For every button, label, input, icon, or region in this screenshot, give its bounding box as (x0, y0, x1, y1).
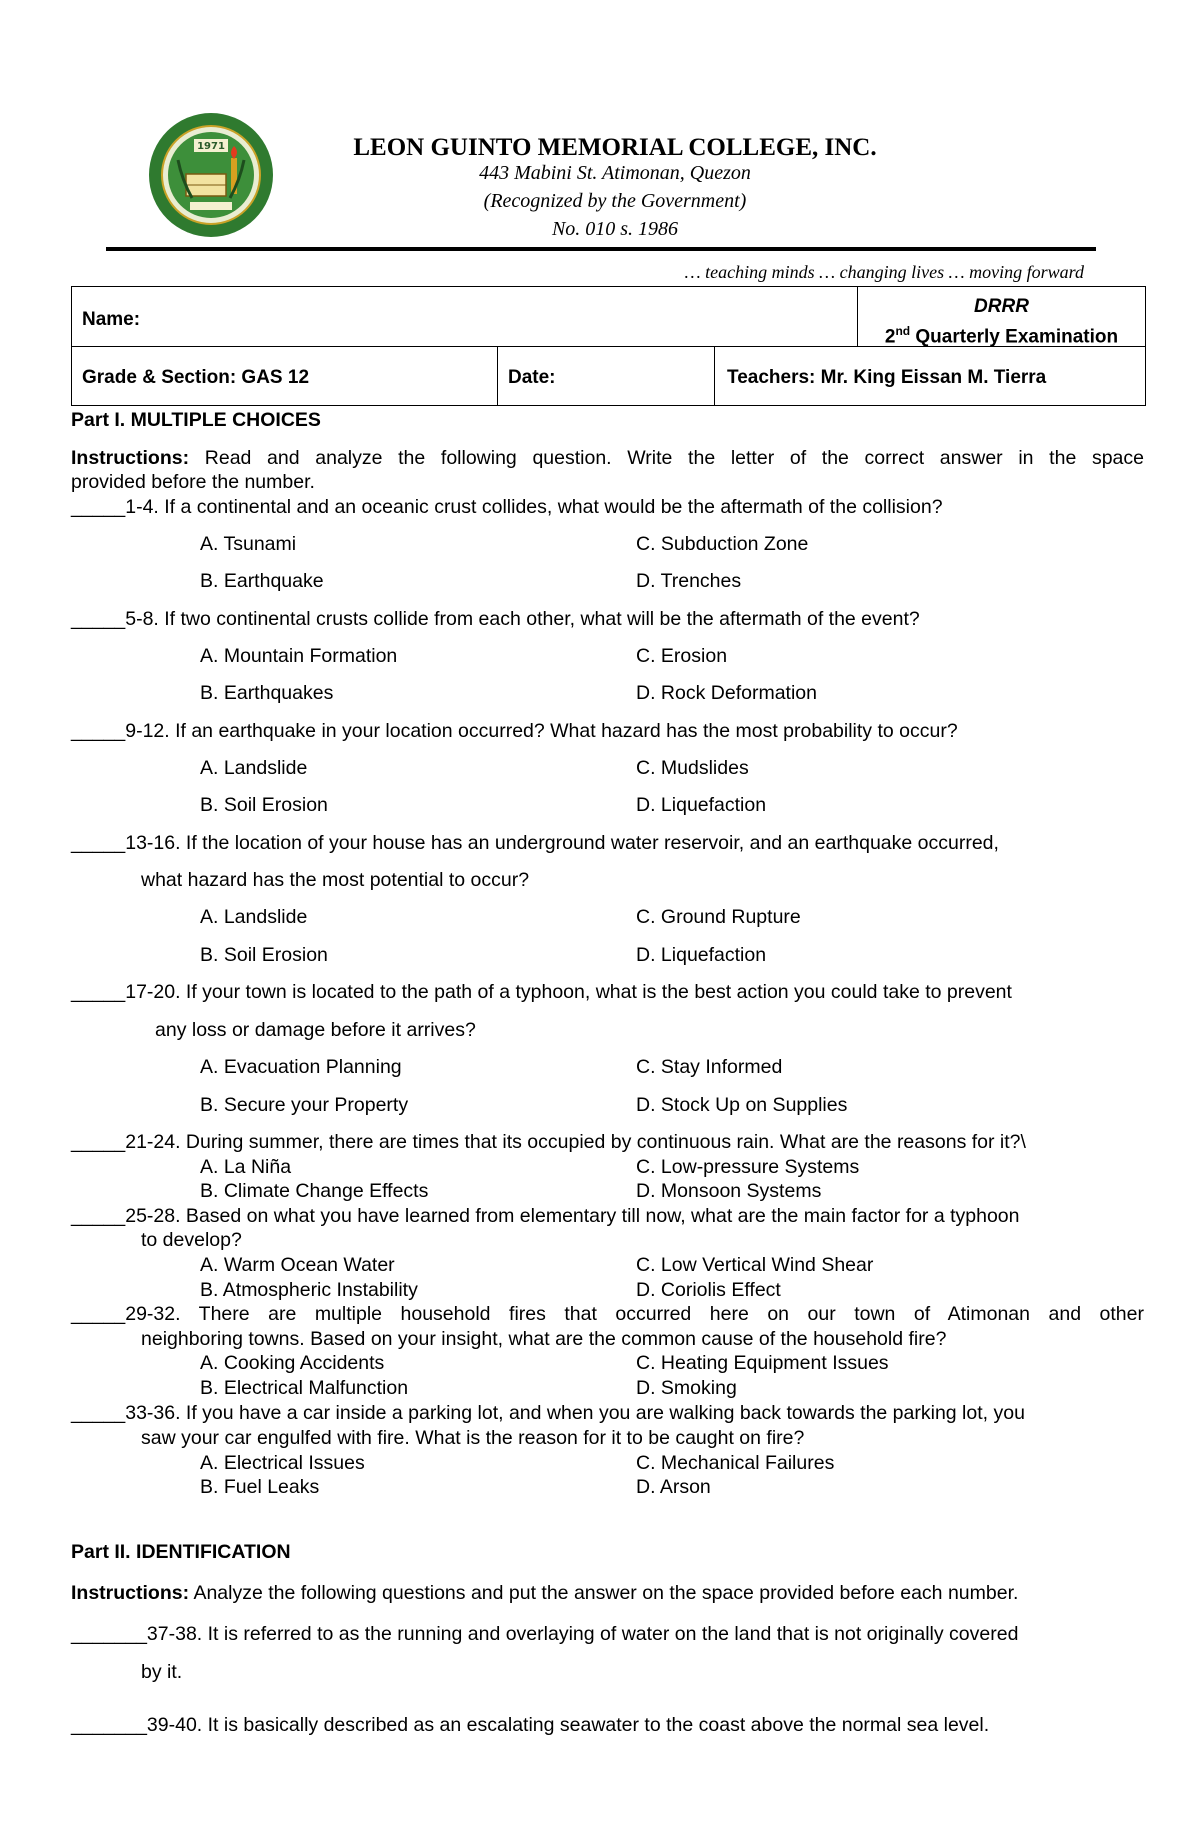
q3-option-a: A. Landslide (200, 757, 308, 779)
q3-option-b: B. Soil Erosion (200, 794, 328, 816)
part1-instructions (71, 446, 1144, 470)
school-recognition: (Recognized by the Government) (483, 190, 747, 212)
part1-instructions-label: Instructions: (71, 447, 190, 469)
q1-option-b: B. Earthquake (200, 570, 324, 592)
subject: DRRR (974, 296, 1029, 317)
q6-option-b: B. Climate Change Effects (200, 1180, 429, 1202)
svg-text:1971: 1971 (197, 141, 225, 152)
question-29-32: _____29-32. There are multiple household fires that occurred here on our town of Atimonan and other (71, 1303, 1144, 1325)
question-9-12: _____9-12. If an earthquake in your location occurred? What hazard has the most probability to occur? (71, 720, 958, 742)
exam-title-cell (858, 287, 1145, 347)
q4-option-c: C. Ground Rupture (636, 906, 801, 928)
q2-option-d: D. Rock Deformation (636, 682, 817, 704)
question-25-28: _____25-28. Based on what you have learned from elementary till now, what are the main factor for a typhoon (71, 1205, 1020, 1227)
q8-option-c: C. Heating Equipment Issues (636, 1352, 889, 1374)
q5-option-c: C. Stay Informed (636, 1056, 783, 1078)
q6-option-a: A. La Niña (200, 1156, 292, 1178)
question-33-36-cont: saw your car engulfed with fire. What is the reason for it to be caught on fire? (141, 1427, 805, 1449)
question-29-32-cont: neighboring towns. Based on your insight, what are the common cause of the household fire? (141, 1328, 947, 1350)
q7-option-c: C. Low Vertical Wind Shear (636, 1254, 874, 1276)
item-37-38: _______37-38. It is referred to as the running and overlaying of water on the land that is not originally covered (71, 1623, 1019, 1645)
item-39-40: _______39-40. It is basically described as an escalating seawater to the coast above the normal sea level. (71, 1714, 990, 1736)
q1-option-d: D. Trenches (636, 570, 742, 592)
q8-option-b: B. Electrical Malfunction (200, 1377, 409, 1399)
exam-ordinal-suffix: nd (895, 324, 911, 338)
q5-option-d: D. Stock Up on Supplies (636, 1094, 848, 1116)
q9-option-b: B. Fuel Leaks (200, 1476, 320, 1498)
q5-option-b: B. Secure your Property (200, 1094, 409, 1116)
name-label: Name: (82, 309, 141, 330)
q4-option-b: B. Soil Erosion (200, 944, 328, 966)
part1-instructions-line1: Read and analyze the following question. Write the letter of the correct answer in the space (204, 447, 1144, 469)
school-number: No. 010 s. 1986 (551, 218, 679, 240)
item-37-38-cont: by it. (141, 1661, 183, 1683)
question-33-36: _____33-36. If you have a car inside a parking lot, and when you are walking back towards the parking lot, you (71, 1402, 1025, 1424)
question-13-16-cont: what hazard has the most potential to occur? (141, 869, 530, 891)
school-name: LEON GUINTO MEMORIAL COLLEGE, INC. (353, 134, 877, 161)
school-address: 443 Mabini St. Atimonan, Quezon (479, 162, 751, 184)
q7-option-b: B. Atmospheric Instability (200, 1279, 418, 1301)
q8-option-d: D. Smoking (636, 1377, 737, 1399)
header-divider (106, 247, 1096, 251)
date-field[interactable]: Date: (498, 347, 715, 405)
question-17-20-cont: any loss or damage before it arrives? (155, 1019, 476, 1041)
q7-option-a: A. Warm Ocean Water (200, 1254, 395, 1276)
grade-section-cell: Grade & Section: GAS 12 (72, 347, 498, 405)
question-21-24: _____21-24. During summer, there are times that its occupied by continuous rain. What are the reasons for it?\ (71, 1131, 1026, 1153)
q2-option-b: B. Earthquakes (200, 682, 334, 704)
q2-option-a: A. Mountain Formation (200, 645, 398, 667)
q3-option-d: D. Liquefaction (636, 794, 767, 816)
q8-option-a: A. Cooking Accidents (200, 1352, 385, 1374)
q6-option-c: C. Low-pressure Systems (636, 1156, 860, 1178)
part1-instructions-line2: provided before the number. (71, 471, 315, 493)
part1-title: Part I. MULTIPLE CHOICES (71, 409, 321, 431)
name-field[interactable] (72, 287, 858, 347)
exam-ordinal: 2 (884, 326, 896, 348)
exam-info-table (71, 286, 1146, 406)
q5-option-a: A. Evacuation Planning (200, 1056, 402, 1078)
part2-instructions (71, 1581, 1018, 1605)
part2-instructions-text: Analyze the following questions and put the answer on the space provided before each number. (193, 1582, 1019, 1604)
q6-option-d: D. Monsoon Systems (636, 1180, 822, 1202)
q9-option-a: A. Electrical Issues (200, 1452, 365, 1474)
q2-option-c: C. Erosion (636, 645, 728, 667)
q9-option-d: D. Arson (636, 1476, 711, 1498)
part2-title: Part II. IDENTIFICATION (71, 1541, 291, 1563)
question-5-8: _____5-8. If two continental crusts collide from each other, what will be the aftermath of the event? (71, 608, 920, 630)
school-motto: … teaching minds … changing lives … moving forward (684, 262, 1084, 282)
q7-option-d: D. Coriolis Effect (636, 1279, 781, 1301)
q4-option-d: D. Liquefaction (636, 944, 767, 966)
part2-instructions-label: Instructions: (71, 1582, 190, 1604)
q3-option-c: C. Mudslides (636, 757, 749, 779)
question-13-16: _____13-16. If the location of your house has an underground water reservoir, and an earthquake occurred, (71, 832, 999, 854)
question-17-20: _____17-20. If your town is located to the path of a typhoon, what is the best action you could take to prevent (71, 981, 1012, 1003)
q9-option-c: C. Mechanical Failures (636, 1452, 835, 1474)
q4-option-a: A. Landslide (200, 906, 308, 928)
question-25-28-cont: to develop? (141, 1229, 242, 1251)
q1-option-a: A. Tsunami (200, 533, 297, 555)
q1-option-c: C. Subduction Zone (636, 533, 809, 555)
question-1-4: _____1-4. If a continental and an oceanic crust collides, what would be the aftermath of the collision? (71, 496, 943, 518)
teachers-cell: Teachers: Mr. King Eissan M. Tierra (727, 367, 1047, 388)
exam-title: Quarterly Examination (915, 326, 1119, 348)
